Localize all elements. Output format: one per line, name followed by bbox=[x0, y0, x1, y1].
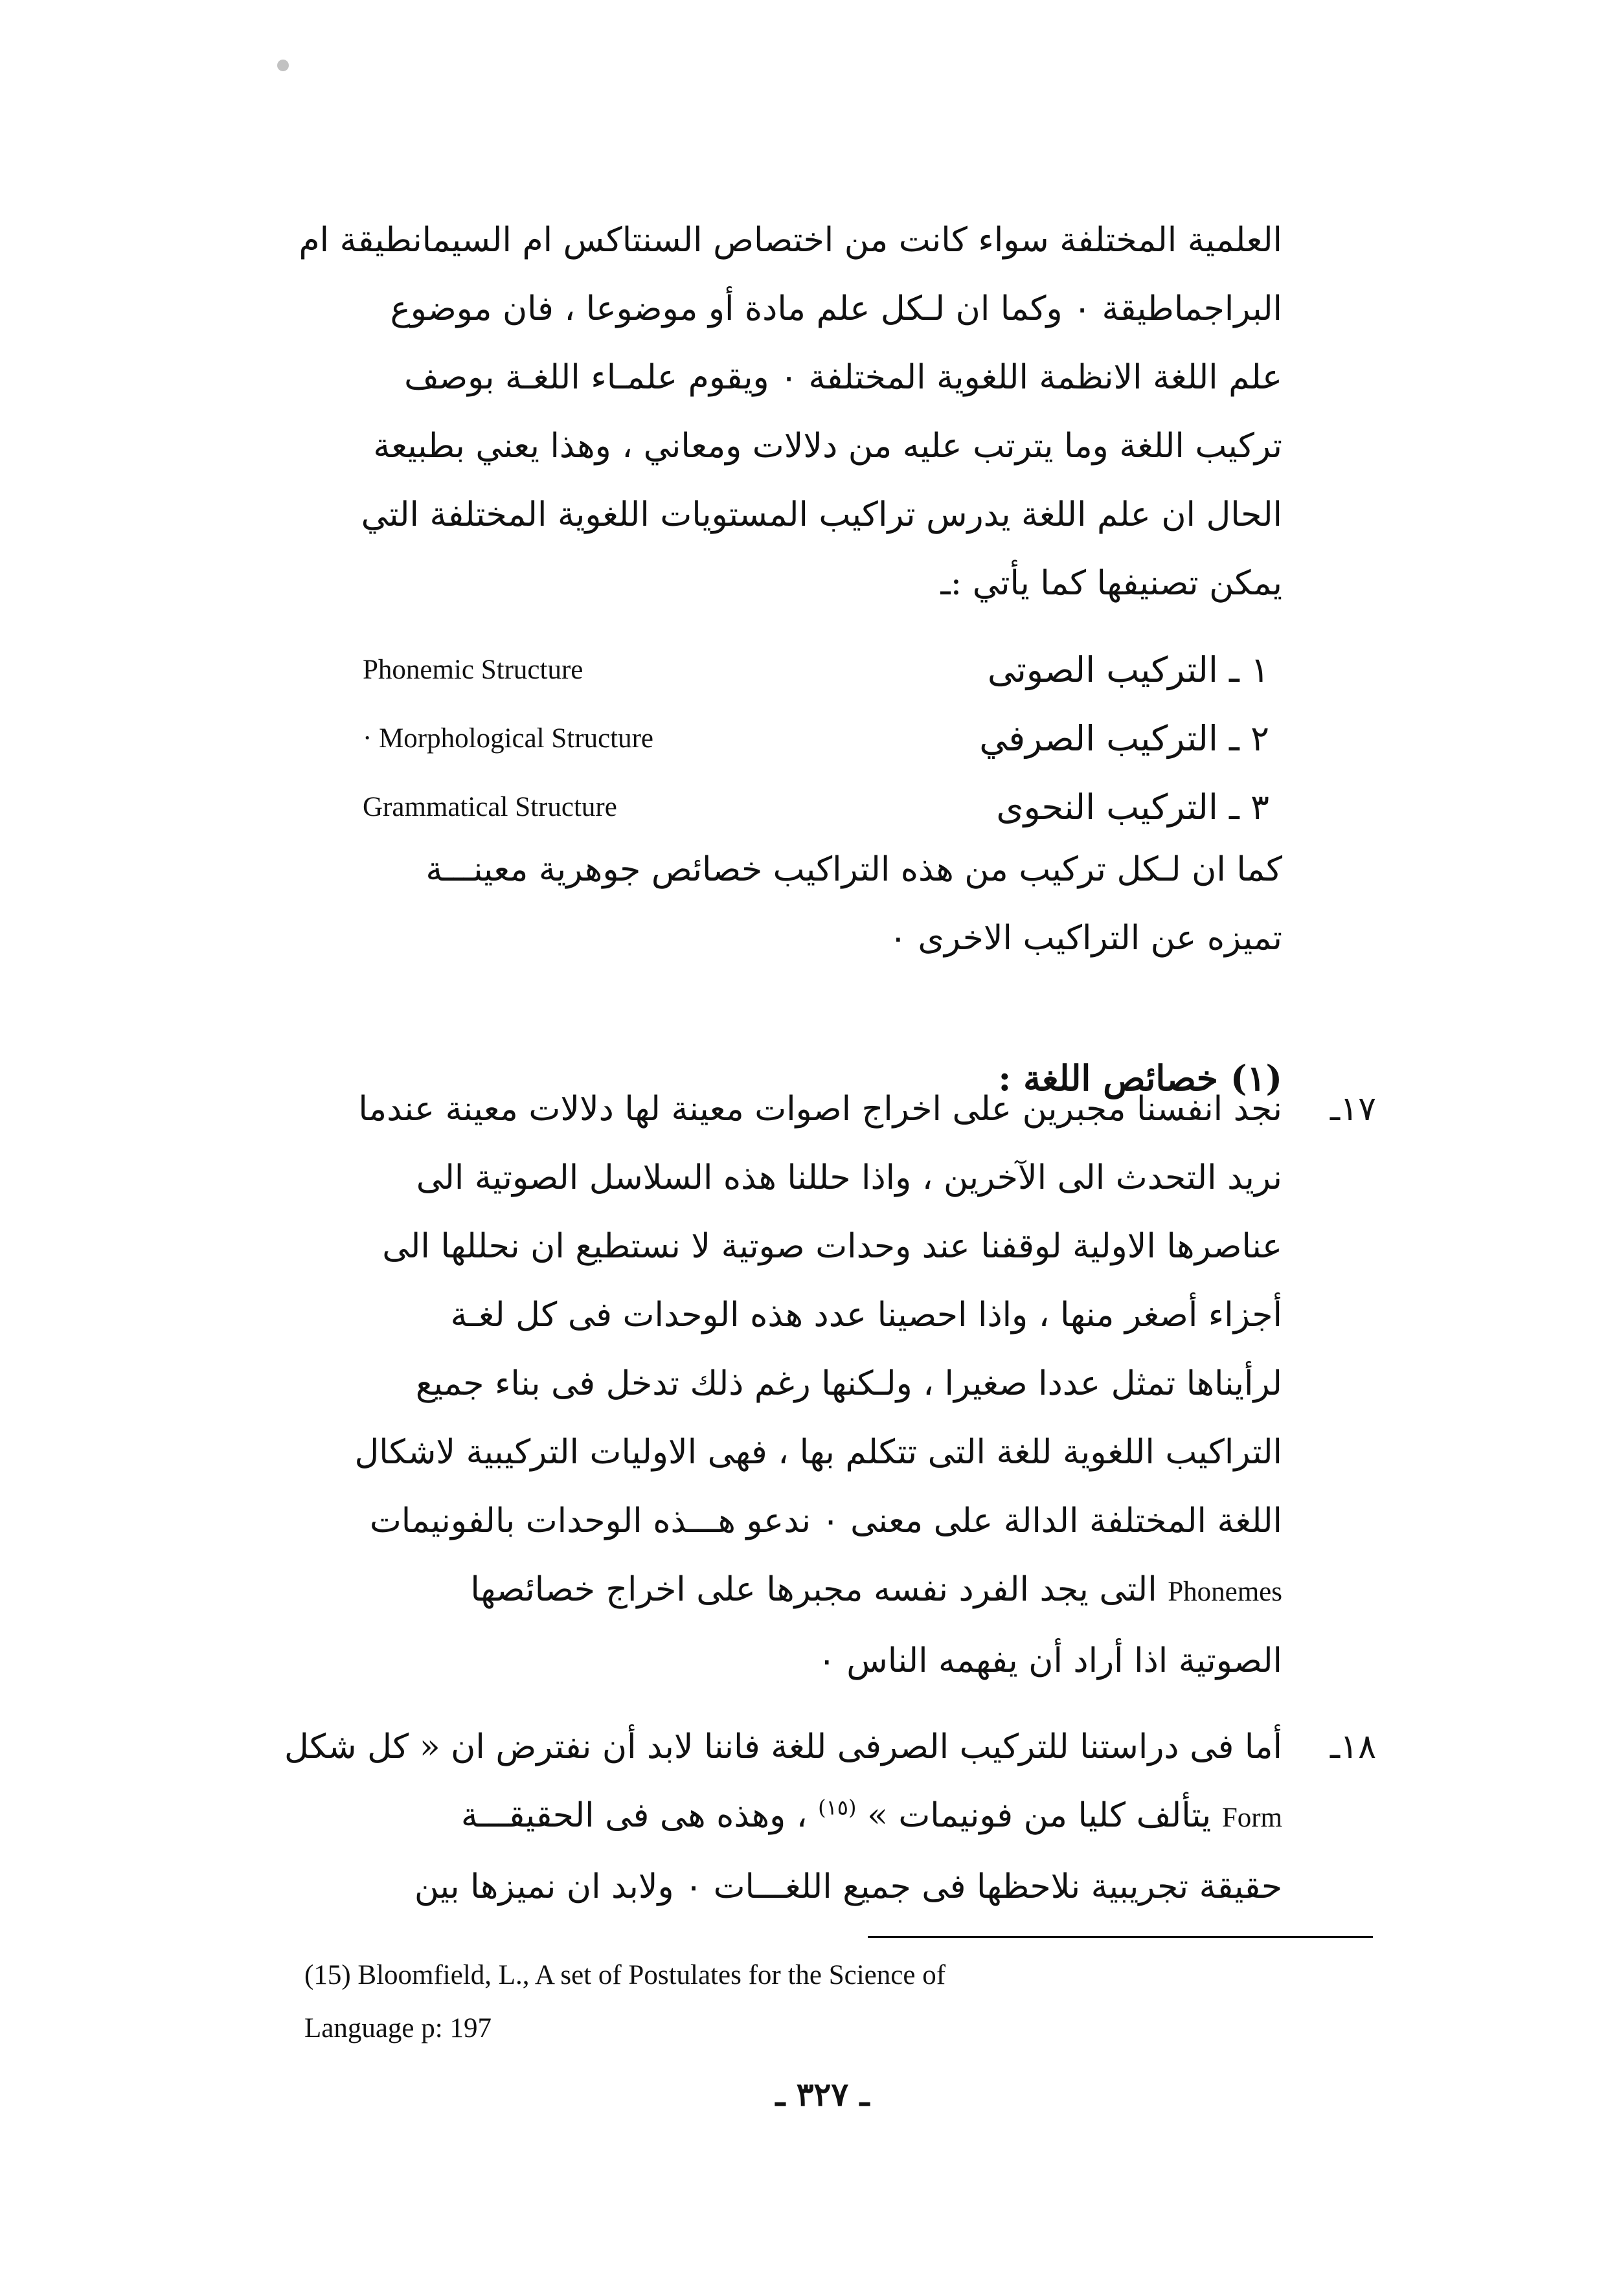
form-line-text: يتألف كليا من فونيمات » bbox=[866, 1796, 1212, 1835]
phonemes-line bbox=[272, 1555, 1282, 1626]
footnote bbox=[304, 1949, 1353, 2055]
closing-line-2: تميزه عن التراكيب الاخرى ٠ bbox=[889, 919, 1282, 958]
paragraph-17 bbox=[272, 1075, 1376, 1695]
paragraph-line: نريد التحدث الى الآخرين ، واذا حللنا هذه السلاسل الصوتية الى bbox=[416, 1158, 1282, 1197]
paragraph-line: الصوتية اذا أراد أن يفهمه الناس ٠ bbox=[817, 1641, 1282, 1680]
footnote-line: (15) Bloomfield, L., A set of Postulates for the Science of bbox=[304, 1960, 946, 1990]
footnote-divider bbox=[868, 1936, 1373, 1938]
closing-line-1: كما ان لـكل تركيب من هذه التراكيب خصائص جوهرية معينـــة bbox=[425, 850, 1282, 889]
paragraph-line: أجزاء أصغر منها ، واذا احصينا عدد هذه الوحدات فى كل لغـة bbox=[450, 1296, 1282, 1334]
paragraph-line: عناصرها الاولية لوقفنا عند وحدات صوتية لا نستطيع ان نحللها الى bbox=[382, 1227, 1282, 1266]
intro-paragraph bbox=[272, 206, 1282, 618]
intro-line-3: علم اللغة الانظمة اللغوية المختلفة ٠ ويقوم علمـاء اللغـة بوصف bbox=[404, 358, 1282, 397]
structure-list bbox=[363, 636, 1269, 843]
intro-line-4: تركيب اللغة وما يترتب عليه من دلالات ومعاني ، وهذا يعني بطبيعة bbox=[373, 427, 1282, 466]
paragraph-line: حقيقة تجريبية نلاحظها فى جميع اللغـــات ٠ ولابد ان نميزها بين bbox=[414, 1867, 1282, 1906]
phonemes-term: Phonemes bbox=[1168, 1577, 1282, 1607]
structure-item bbox=[363, 704, 1269, 773]
form-line bbox=[272, 1781, 1282, 1852]
paragraph-18 bbox=[272, 1713, 1376, 1921]
page-number: ـ ٣٢٧ ـ bbox=[775, 2075, 870, 2113]
paragraph-number: ١٧ـ bbox=[1330, 1090, 1376, 1129]
structure-item bbox=[363, 636, 1269, 704]
paragraph-line: اللغة المختلفة الدالة على معنى ٠ ندعو هـــذه الوحدات بالفونيمات bbox=[369, 1502, 1282, 1540]
structure-item-english: Grammatical Structure bbox=[363, 792, 617, 822]
paragraph-body bbox=[272, 1075, 1282, 1695]
paragraph-line: التراكيب اللغوية للغة التى تتكلم بها ، فهى الاوليات التركيبية لاشكال bbox=[354, 1433, 1282, 1472]
phonemes-line-text: التى يجد الفرد نفسه مجبرها على اخراج خصائصها bbox=[470, 1570, 1157, 1609]
paragraph-line: أما فى دراستنا للتركيب الصرفى للغة فاننا لابد أن نفترض ان « كل شكل bbox=[284, 1728, 1282, 1766]
paragraph-line: لرأيناها تمثل عددا صغيرا ، ولـكنها رغم ذلك تدخل فى بناء جميع bbox=[415, 1364, 1282, 1403]
form-line-end: ، وهذه هى فى الحقيقـــة bbox=[460, 1796, 808, 1835]
footnote-line: Language p: 197 bbox=[304, 2013, 492, 2043]
structure-item-english: · Morphological Structure bbox=[363, 723, 654, 754]
intro-line-6: يمكن تصنيفها كما يأتي :ـ bbox=[940, 564, 1282, 603]
paragraph-number: ١٨ـ bbox=[1330, 1728, 1376, 1766]
structure-item-arabic: ١ ـ التركيب الصوتى bbox=[987, 649, 1269, 690]
intro-line-2: البراجماطيقة ٠ وكما ان لـكل علم مادة أو موضوعا ، فان موضوع bbox=[390, 289, 1282, 328]
form-term: Form bbox=[1221, 1803, 1282, 1833]
intro-line-1: العلمية المختلفة سواء كانت من اختصاص السنتاكس ام السيمانطيقة ام bbox=[299, 221, 1282, 260]
structure-item bbox=[363, 773, 1269, 842]
scan-mark bbox=[277, 60, 289, 71]
intro-line-5: الحال ان علم اللغة يدرس تراكيب المستويات اللغوية المختلفة التي bbox=[361, 495, 1282, 534]
closing-paragraph bbox=[272, 835, 1282, 973]
structure-item-english: Phonemic Structure bbox=[363, 655, 583, 685]
paragraph-body bbox=[272, 1713, 1282, 1921]
paragraph-line: نجد انفسنا مجبرين على اخراج اصوات معينة لها دلالات معينة عندما bbox=[358, 1090, 1282, 1129]
structure-item-arabic: ٣ ـ التركيب النحوى bbox=[996, 787, 1269, 827]
footnote-reference: (١٥) bbox=[818, 1795, 857, 1820]
structure-item-arabic: ٢ ـ التركيب الصرفي bbox=[979, 718, 1269, 759]
section-heading: (١) خصائص اللغة : bbox=[998, 1057, 1282, 1099]
